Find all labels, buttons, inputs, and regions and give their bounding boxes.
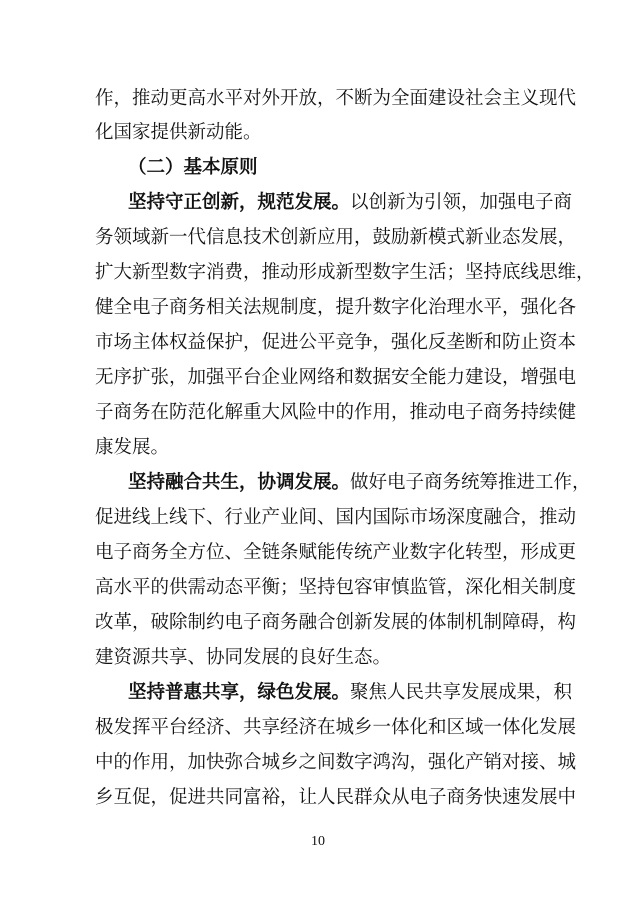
- paragraph-line: 乡互促，促进共同富裕，让人民群众从电子商务快速发展中: [95, 787, 577, 808]
- paragraph-line: 电子商务全方位、全链条赋能传统产业数字化转型，形成更: [95, 542, 577, 563]
- section-heading: （二）基本原则: [128, 157, 258, 178]
- page-number: 10: [311, 834, 325, 849]
- paragraph-line: 康发展。: [95, 437, 170, 458]
- principle-title: 坚持融合共生，协调发展。: [128, 472, 351, 493]
- principle-first-line: [128, 192, 573, 214]
- principle-text: 做好电子商务统筹推进工作，: [350, 472, 591, 493]
- paragraph-line: 务领域新一代信息技术创新应用，鼓励新模式新业态发展，: [95, 227, 577, 248]
- paragraph-line: 促进线上线下、行业产业间、国内国际市场深度融合，推动: [95, 507, 577, 528]
- paragraph-line: 扩大新型数字消费，推动形成新型数字生活；坚持底线思维，: [95, 262, 595, 283]
- principle-first-line: [128, 682, 573, 704]
- paragraph-line: 子商务在防范化解重大风险中的作用，推动电子商务持续健: [95, 402, 577, 423]
- paragraph-line: 健全电子商务相关法规制度，提升数字化治理水平，强化各: [95, 297, 577, 318]
- principle-first-line: [128, 472, 591, 494]
- paragraph-line: 作，推动更高水平对外开放，不断为全面建设社会主义现代: [95, 88, 577, 109]
- paragraph-line: 化国家提供新动能。: [95, 122, 262, 143]
- principle-text: 以创新为引领，加强电子商: [350, 192, 573, 213]
- paragraph-line: 极发挥平台经济、共享经济在城乡一体化和区域一体化发展: [95, 717, 577, 738]
- principle-title: 坚持守正创新，规范发展。: [128, 192, 351, 213]
- paragraph-line: 无序扩张，加强平台企业网络和数据安全能力建设，增强电: [95, 367, 577, 388]
- paragraph-line: 改革，破除制约电子商务融合创新发展的体制机制障碍，构: [95, 612, 577, 633]
- principle-title: 坚持普惠共享，绿色发展。: [128, 682, 351, 703]
- paragraph-line: 市场主体权益保护，促进公平竞争，强化反垄断和防止资本: [95, 332, 577, 353]
- paragraph-line: 中的作用，加快弥合城乡之间数字鸿沟，强化产销对接、城: [95, 752, 577, 773]
- paragraph-line: 建资源共享、协同发展的良好生态。: [95, 647, 392, 668]
- principle-text: 聚焦人民共享发展成果，积: [350, 682, 573, 703]
- paragraph-line: 高水平的供需动态平衡；坚持包容审慎监管，深化相关制度: [95, 577, 577, 598]
